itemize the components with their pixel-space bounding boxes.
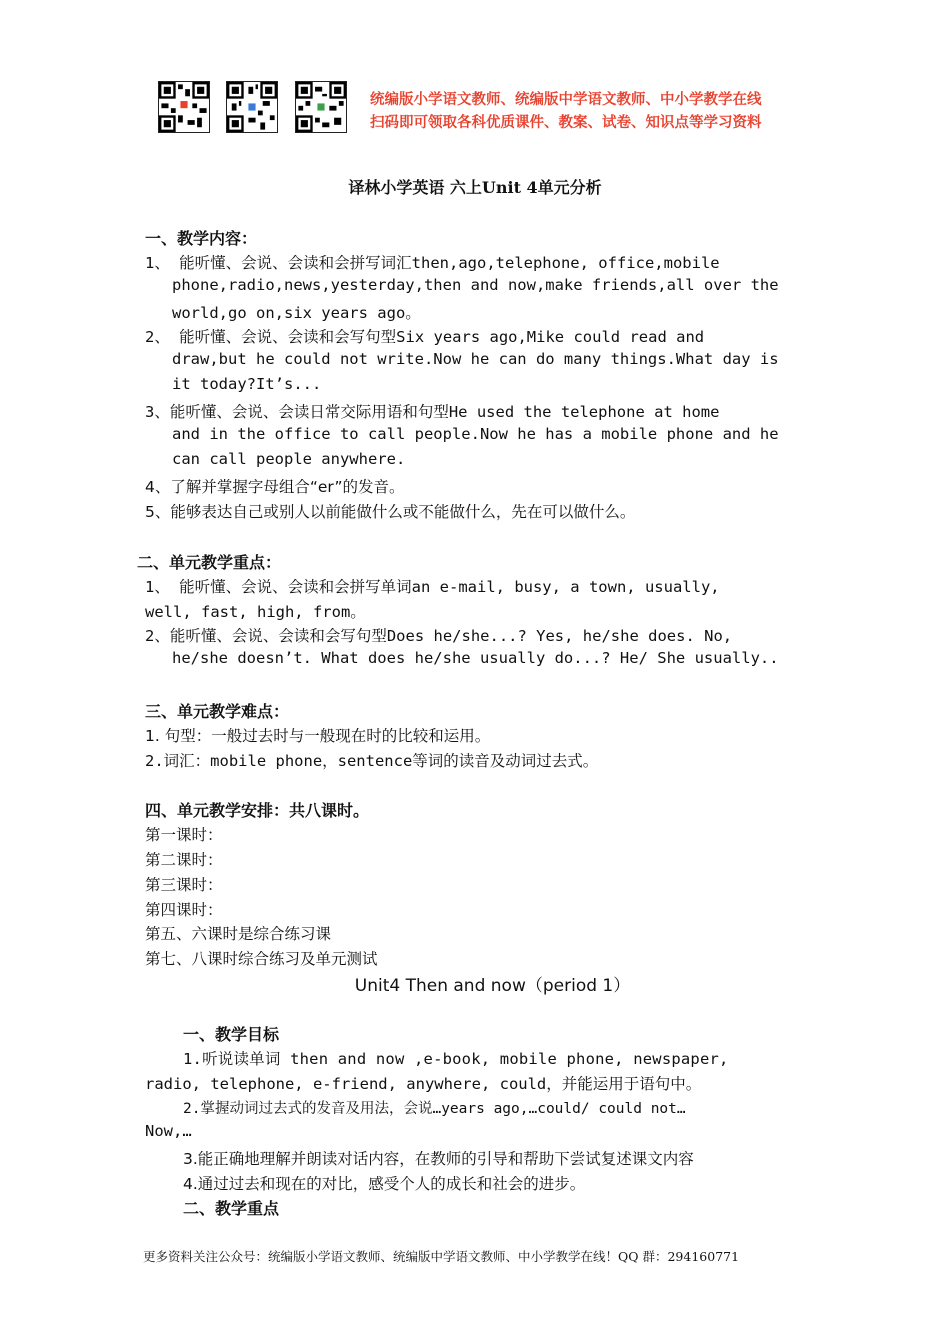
text-line: 1、 能听懂、会说、会读和会拼写词汇then,ago,telephone, office,mobile [145, 254, 720, 272]
document-title: 译林小学英语 六上Unit 4单元分析 [348, 178, 602, 197]
text-line: 1、 能听懂、会说、会读和会拼写单词an e-mail, busy, a town, usually, [145, 578, 720, 596]
qr-code-icon [226, 81, 278, 133]
section-heading: 一、教学内容： [145, 229, 258, 248]
section-heading: 三、单元教学难点： [145, 702, 290, 721]
text-line: radio, telephone, e-friend, anywhere, could，并能运用于语句中。 [145, 1075, 702, 1093]
text-line: phone,radio,news,yesterday,then and now,make friends,all over the [172, 276, 779, 294]
text-line: 第七、八课时综合练习及单元测试 [145, 950, 378, 968]
section-heading: 二、单元教学重点： [137, 553, 282, 572]
section-heading: 一、教学目标 [183, 1025, 280, 1044]
qr-code-icon [295, 81, 347, 133]
text-line: 3、能听懂、会说、会读日常交际用语和句型He used the telephone at home [145, 403, 720, 421]
text-line: 第二课时： [145, 851, 223, 869]
section-heading: 二、教学重点 [183, 1199, 280, 1218]
text-line: it today?It’s... [172, 375, 322, 393]
text-line: 1.听说读单词 then and now ,e-book, mobile phone, newspaper, [183, 1050, 729, 1068]
period-title: Unit4 Then and now（period 1） [354, 976, 631, 996]
text-line: 5、能够表达自己或别人以前能做什么或不能做什么，先在可以做什么。 [145, 503, 636, 521]
text-line: 1. 句型：一般过去时与一般现在时的比较和运用。 [145, 727, 491, 745]
text-line: 4、了解并掌握字母组合“er”的发音。 [145, 478, 405, 496]
text-line: 4.通过过去和现在的对比，感受个人的成长和社会的进步。 [183, 1175, 586, 1193]
section-heading: 四、单元教学安排：共八课时。 [145, 801, 370, 820]
banner-line-1: 统编版小学语文教师、统编版中学语文教师、中小学教学在线 [370, 92, 762, 108]
text-line: 2、 能听懂、会说、会读和会写句型Six years ago,Mike could read and [145, 328, 705, 346]
text-line: and in the office to call people.Now he has a mobile phone and he [172, 425, 779, 443]
text-line: 2.掌握动词过去式的发音及用法，会说…years ago,…could/ could not… [183, 1101, 686, 1117]
text-line: 3.能正确地理解并朗读对话内容，在教师的引导和帮助下尝试复述课文内容 [183, 1150, 694, 1168]
banner-line-2: 扫码即可领取各科优质课件、教案、试卷、知识点等学习资料 [370, 115, 762, 131]
text-line: can call people anywhere. [172, 450, 406, 468]
text-line: 第五、六课时是综合练习课 [145, 925, 332, 943]
text-line: 2.词汇：mobile phone，sentence等词的读音及动词过去式。 [145, 752, 599, 770]
text-line: Now,… [145, 1122, 192, 1140]
footer-note: 更多资料关注公众号：统编版小学语文教师、统编版中学语文教师、中小学教学在线！QQ 群：294160771 [143, 1249, 740, 1264]
text-line: 第四课时： [145, 901, 223, 919]
text-line: 第三课时： [145, 876, 223, 894]
qr-code-icon [158, 81, 210, 133]
text-line: world,go on,six years ago。 [172, 304, 421, 322]
text-line: 2、能听懂、会说、会读和会写句型Does he/she...? Yes, he/she does. No, [145, 627, 733, 645]
text-line: he/she doesn’t. What does he/she usually do...? He/ She usually.. [172, 649, 779, 667]
text-line: 第一课时： [145, 826, 223, 844]
text-line: draw,but he could not write.Now he can do many things.What day is [172, 350, 779, 368]
text-line: well, fast, high, from。 [145, 603, 366, 621]
